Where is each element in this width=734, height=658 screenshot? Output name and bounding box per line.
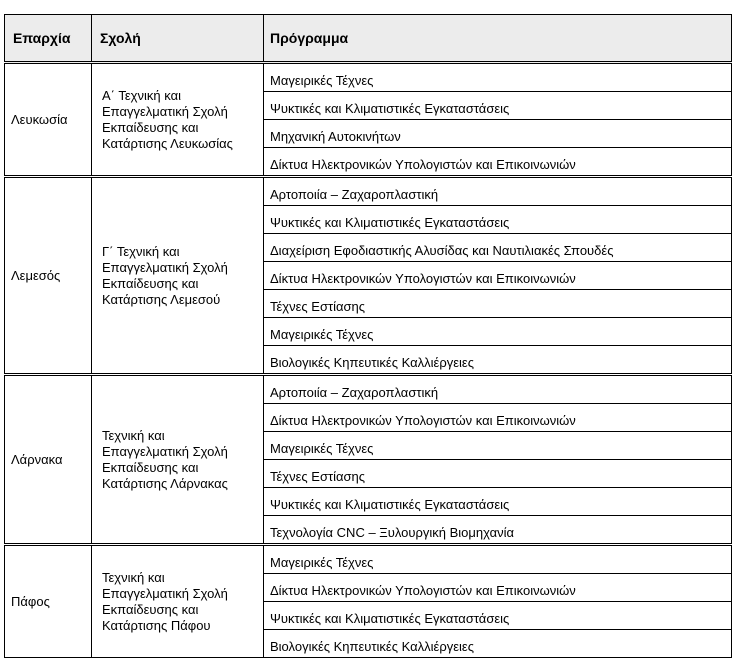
program-name: Τέχνες Εστίασης — [270, 299, 366, 314]
table-row — [5, 177, 732, 206]
table-body — [5, 63, 732, 658]
program-name: Ψυκτικές και Κλιματιστικές Εγκαταστάσεις — [270, 497, 510, 512]
province-cell: Λάρνακα — [5, 375, 92, 545]
program-name: Αρτοποιία – Ζαχαροπλαστική — [270, 385, 439, 400]
table-row — [5, 545, 732, 574]
school-name-line: Εκπαίδευσης και — [102, 119, 199, 135]
program-cell — [264, 574, 732, 602]
program-cell — [264, 234, 732, 262]
program-name: Μαγειρικές Τέχνες — [270, 441, 374, 456]
school-name-line: Εκπαίδευσης και — [102, 275, 199, 291]
program-name: Βιολογικές Κηπευτικές Καλλιέργειες — [270, 639, 474, 654]
program-name: Μηχανική Αυτοκινήτων — [270, 129, 401, 144]
program-cell — [264, 488, 732, 516]
program-name: Διαχείριση Εφοδιαστικής Αλυσίδας και Ναυτιλιακές Σπουδές — [270, 243, 614, 258]
program-name: Μαγειρικές Τέχνες — [270, 327, 374, 342]
program-name: Μαγειρικές Τέχνες — [270, 73, 374, 88]
school-name-line: Επαγγελματική Σχολή — [102, 103, 228, 119]
school-name-line: Επαγγελματική Σχολή — [102, 443, 228, 459]
school-name-line: Εκπαίδευσης και — [102, 459, 199, 475]
program-cell — [264, 432, 732, 460]
header-row — [5, 15, 732, 63]
program-cell — [264, 545, 732, 574]
table-row — [5, 375, 732, 404]
school-name-line: Κατάρτισης Λευκωσίας — [102, 135, 233, 151]
school-name-line: Επαγγελματική Σχολή — [102, 259, 228, 275]
program-cell — [264, 516, 732, 545]
program-name: Τεχνολογία CNC – Ξυλουργική Βιομηχανία — [270, 525, 515, 540]
school-name-line: Τεχνική και — [102, 569, 165, 585]
program-cell — [264, 206, 732, 234]
program-cell — [264, 262, 732, 290]
program-name: Δίκτυα Ηλεκτρονικών Υπολογιστών και Επικοινωνιών — [270, 271, 576, 286]
school-name-line: Κατάρτισης Πάφου — [102, 617, 211, 633]
program-name: Δίκτυα Ηλεκτρονικών Υπολογιστών και Επικοινωνιών — [270, 157, 576, 172]
program-cell — [264, 375, 732, 404]
program-name: Ψυκτικές και Κλιματιστικές Εγκαταστάσεις — [270, 611, 510, 626]
header-school: Σχολή — [92, 15, 264, 63]
province-cell: Πάφος — [5, 545, 92, 658]
school-name-line: Εκπαίδευσης και — [102, 601, 199, 617]
school-name-line: Γ΄ Τεχνική και — [102, 243, 180, 259]
table-row — [5, 63, 732, 92]
program-name: Τέχνες Εστίασης — [270, 469, 366, 484]
school-name-line: Τεχνική και — [102, 427, 165, 443]
header-program: Πρόγραμμα — [264, 15, 732, 63]
program-cell — [264, 404, 732, 432]
program-name: Δίκτυα Ηλεκτρονικών Υπολογιστών και Επικοινωνιών — [270, 413, 576, 428]
school-cell — [92, 63, 264, 177]
program-name: Δίκτυα Ηλεκτρονικών Υπολογιστών και Επικοινωνιών — [270, 583, 576, 598]
program-name: Ψυκτικές και Κλιματιστικές Εγκαταστάσεις — [270, 215, 510, 230]
program-cell — [264, 318, 732, 346]
school-cell — [92, 375, 264, 545]
header-province: Επαρχία — [5, 15, 92, 63]
program-cell — [264, 630, 732, 658]
province-cell: Λεμεσός — [5, 177, 92, 375]
program-cell — [264, 602, 732, 630]
program-cell — [264, 177, 732, 206]
program-cell — [264, 92, 732, 120]
programs-table — [4, 14, 732, 658]
program-name: Μαγειρικές Τέχνες — [270, 555, 374, 570]
program-cell — [264, 120, 732, 148]
program-name: Βιολογικές Κηπευτικές Καλλιέργειες — [270, 355, 474, 370]
program-cell — [264, 148, 732, 177]
school-cell — [92, 545, 264, 658]
program-cell — [264, 460, 732, 488]
program-name: Αρτοποιία – Ζαχαροπλαστική — [270, 187, 439, 202]
school-name-line: Α΄ Τεχνική και — [102, 87, 181, 103]
school-name-line: Κατάρτισης Λάρνακας — [102, 475, 228, 491]
school-name-line: Επαγγελματική Σχολή — [102, 585, 228, 601]
program-cell — [264, 290, 732, 318]
school-cell — [92, 177, 264, 375]
school-name-line: Κατάρτισης Λεμεσού — [102, 291, 221, 307]
province-cell: Λευκωσία — [5, 63, 92, 177]
program-name: Ψυκτικές και Κλιματιστικές Εγκαταστάσεις — [270, 101, 510, 116]
program-cell — [264, 63, 732, 92]
program-cell — [264, 346, 732, 375]
